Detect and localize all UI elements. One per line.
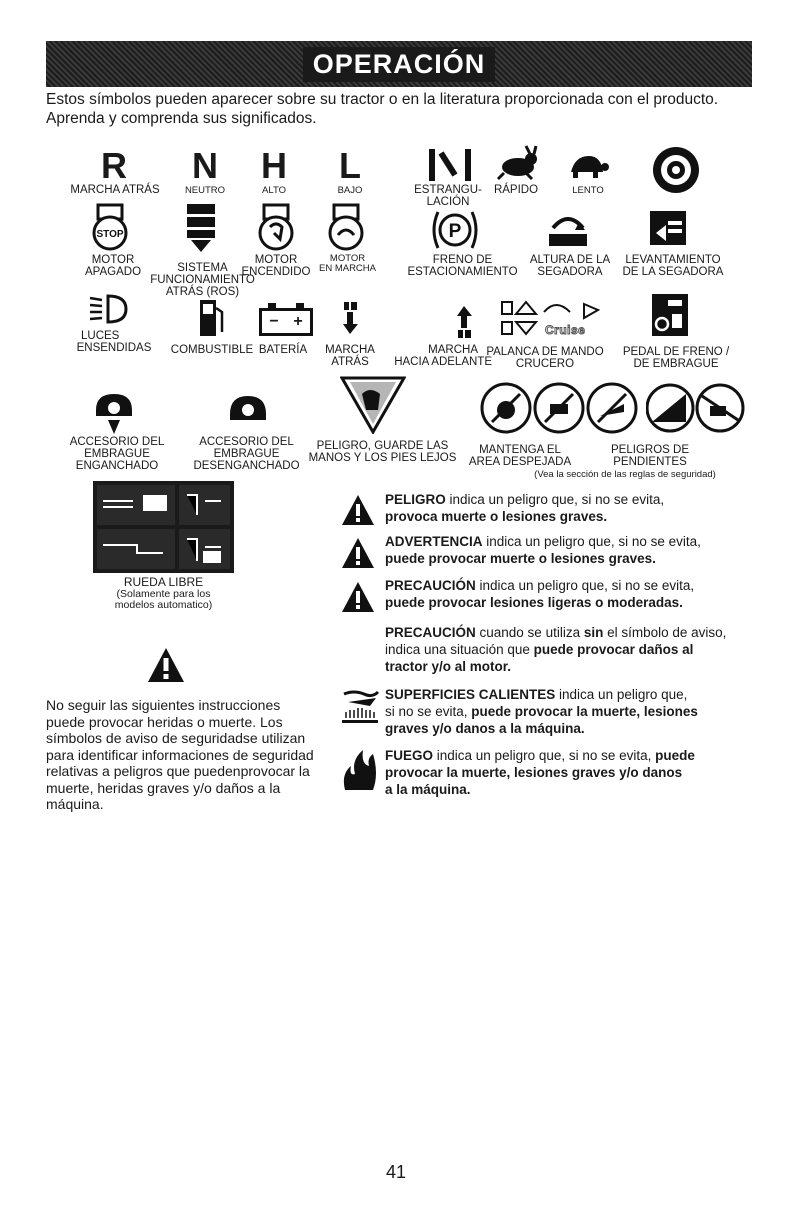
free-wheel-diagram	[93, 481, 234, 573]
engine-start-icon	[256, 203, 296, 251]
parking-brake-icon	[428, 208, 482, 252]
label-slow: LENTO	[572, 185, 604, 196]
caution-no-symbol-definition: PRECAUCIÓN cuando se utiliza sin el símbolo de aviso, indica una situación que puede provocar daños al tractor y/o al motor.	[385, 625, 727, 674]
reverse-system-icon	[185, 202, 217, 254]
keep-hands-away-icon	[340, 376, 406, 434]
label-keep-area-clear: MANTENGA EL AREA DESPEJADA	[468, 444, 572, 468]
svg-text:P: P	[448, 221, 462, 242]
label-mower-lift: LEVANTAMIENTO DE LA SEGADORA	[622, 254, 724, 278]
battery-terminal	[296, 303, 304, 308]
intro-text	[46, 90, 766, 128]
label-cruise: PALANCA DE MANDO CRUCERO	[486, 346, 604, 370]
mower-height-icon	[545, 208, 591, 248]
label-choke: ESTRANGU- LACIÓN	[414, 184, 482, 208]
label-engine-run: MOTOR EN MARCHA	[318, 253, 376, 274]
label-parking-brake: FRENO DE ESTACIONAMIENTO	[407, 254, 518, 278]
label-lights: LUCES ENSENDIDAS	[76, 330, 152, 354]
label-fuel: COMBUSTIBLE	[170, 344, 254, 356]
brake-pedal-icon	[652, 294, 688, 336]
fire-icon	[339, 744, 379, 792]
label-battery: BATERÍA	[258, 344, 308, 356]
section-banner	[46, 41, 752, 87]
intro-line-2: Aprenda y comprenda sus significados.	[46, 110, 317, 127]
free-wheel-sub: (Solamente para los	[116, 588, 211, 600]
battery-terminal	[268, 303, 276, 308]
warning-alert-icon	[341, 537, 375, 569]
neutral-letter-n: N	[192, 145, 218, 186]
hot-surface-definition: SUPERFICIES CALIENTES indica un peligro que, si no se evita, puede provocar la muerte, lesiones graves y/o danos a la máquina.	[385, 687, 698, 736]
throttle-dial-icon	[652, 146, 700, 194]
safety-alert-icon	[146, 646, 186, 684]
caution-alert-icon	[341, 581, 375, 613]
pto-engaged-icon	[92, 390, 136, 436]
mower-lift-icon	[650, 211, 686, 245]
label-forward-move: MARCHA HACIA ADELANTE	[394, 344, 492, 368]
svg-text:STOP: STOP	[96, 229, 124, 240]
engine-run-icon	[326, 203, 366, 251]
cruise-badge: Cruise	[545, 323, 586, 337]
label-neutral: NEUTRO	[184, 185, 226, 196]
intro-line-1: Estos símbolos pueden aparecer sobre su tractor o en la literatura proporcionada con el producto.	[46, 91, 719, 108]
label-pto-disengaged: ACCESORIO DEL EMBRAGUE DESENGANCHADO	[193, 436, 300, 472]
hot-surface-icon	[340, 688, 380, 724]
free-wheel-title: RUEDA LIBRE	[123, 575, 204, 589]
rabbit-icon	[496, 145, 540, 181]
label-fast: RÁPIDO	[493, 184, 539, 196]
label-reverse: MARCHA ATRÁS	[70, 184, 160, 196]
label-keep-hands-away: PELIGRO, GUARDE LAS MANOS Y LOS PIES LEJOS	[308, 440, 457, 464]
label-engine-start: MOTOR ENCENDIDO	[241, 254, 311, 278]
headlight-icon	[88, 292, 128, 326]
label-engine-off: MOTOR APAGADO	[84, 254, 142, 278]
choke-icon	[425, 147, 475, 183]
safety-warning-paragraph: No seguir las siguientes instrucciones puede provocar heridas o muerte. Los símbolos de aviso de seguridadse utilizan para identificar informaciones de seguridad relativas a peligros que puedenprovocar la muerte, heridas graves y/o daños a la máquina.	[46, 697, 314, 812]
keep-area-clear-icons	[480, 382, 638, 434]
fuel-icon	[198, 298, 224, 338]
label-brake-pedal: PEDAL DE FRENO / DE EMBRAGUE	[622, 346, 730, 370]
page-number: 41	[385, 1162, 407, 1182]
engine-off-icon	[90, 203, 130, 251]
label-pto-engaged: ACCESORIO DEL EMBRAGUE ENGANCHADO	[69, 436, 165, 472]
reverse-letter-r: R	[101, 145, 127, 186]
free-wheel-caption	[93, 576, 234, 611]
label-slope-hazard: PELIGROS DE PENDIENTES	[611, 444, 689, 468]
warning-definition: ADVERTENCIA indica un peligro que, si no se evita, puede provocar muerte o lesiones graves.	[385, 534, 701, 566]
pto-disengaged-icon	[226, 392, 270, 424]
turtle-icon	[565, 152, 609, 180]
danger-alert-icon	[341, 494, 375, 526]
slope-hazard-icons	[646, 382, 746, 434]
free-wheel-sub: modelos automatico)	[114, 599, 213, 611]
label-mower-height: ALTURA DE LA SEGADORA	[529, 254, 611, 278]
safety-rules-note: (Vea la sección de las reglas de seguridad)	[534, 469, 716, 480]
danger-definition: PELIGRO indica un peligro que, si no se evita, provoca muerte o lesiones graves.	[385, 492, 665, 524]
section-title: OPERACIÓN	[303, 47, 496, 82]
fire-definition: FUEGO indica un peligro que, si no se evita, puede provocar la muerte, lesiones graves y/o danos a la máquina.	[385, 748, 695, 797]
battery-icon: − +	[259, 308, 313, 336]
label-high: ALTO	[262, 185, 286, 196]
low-letter-l: L	[339, 145, 361, 186]
high-letter-h: H	[261, 145, 287, 186]
label-reverse-move: MARCHA ATRÁS	[325, 344, 375, 368]
forward-arrow-icon	[454, 304, 476, 342]
label-low: BAJO	[337, 185, 363, 196]
reverse-arrow-icon	[340, 300, 362, 338]
label-reverse-system: SISTEMA FUNCIONAMIENTO ATRÁS (ROS)	[150, 262, 255, 298]
caution-definition: PRECAUCIÓN indica un peligro que, si no se evita, puede provocar lesiones ligeras o moderadas.	[385, 578, 695, 610]
